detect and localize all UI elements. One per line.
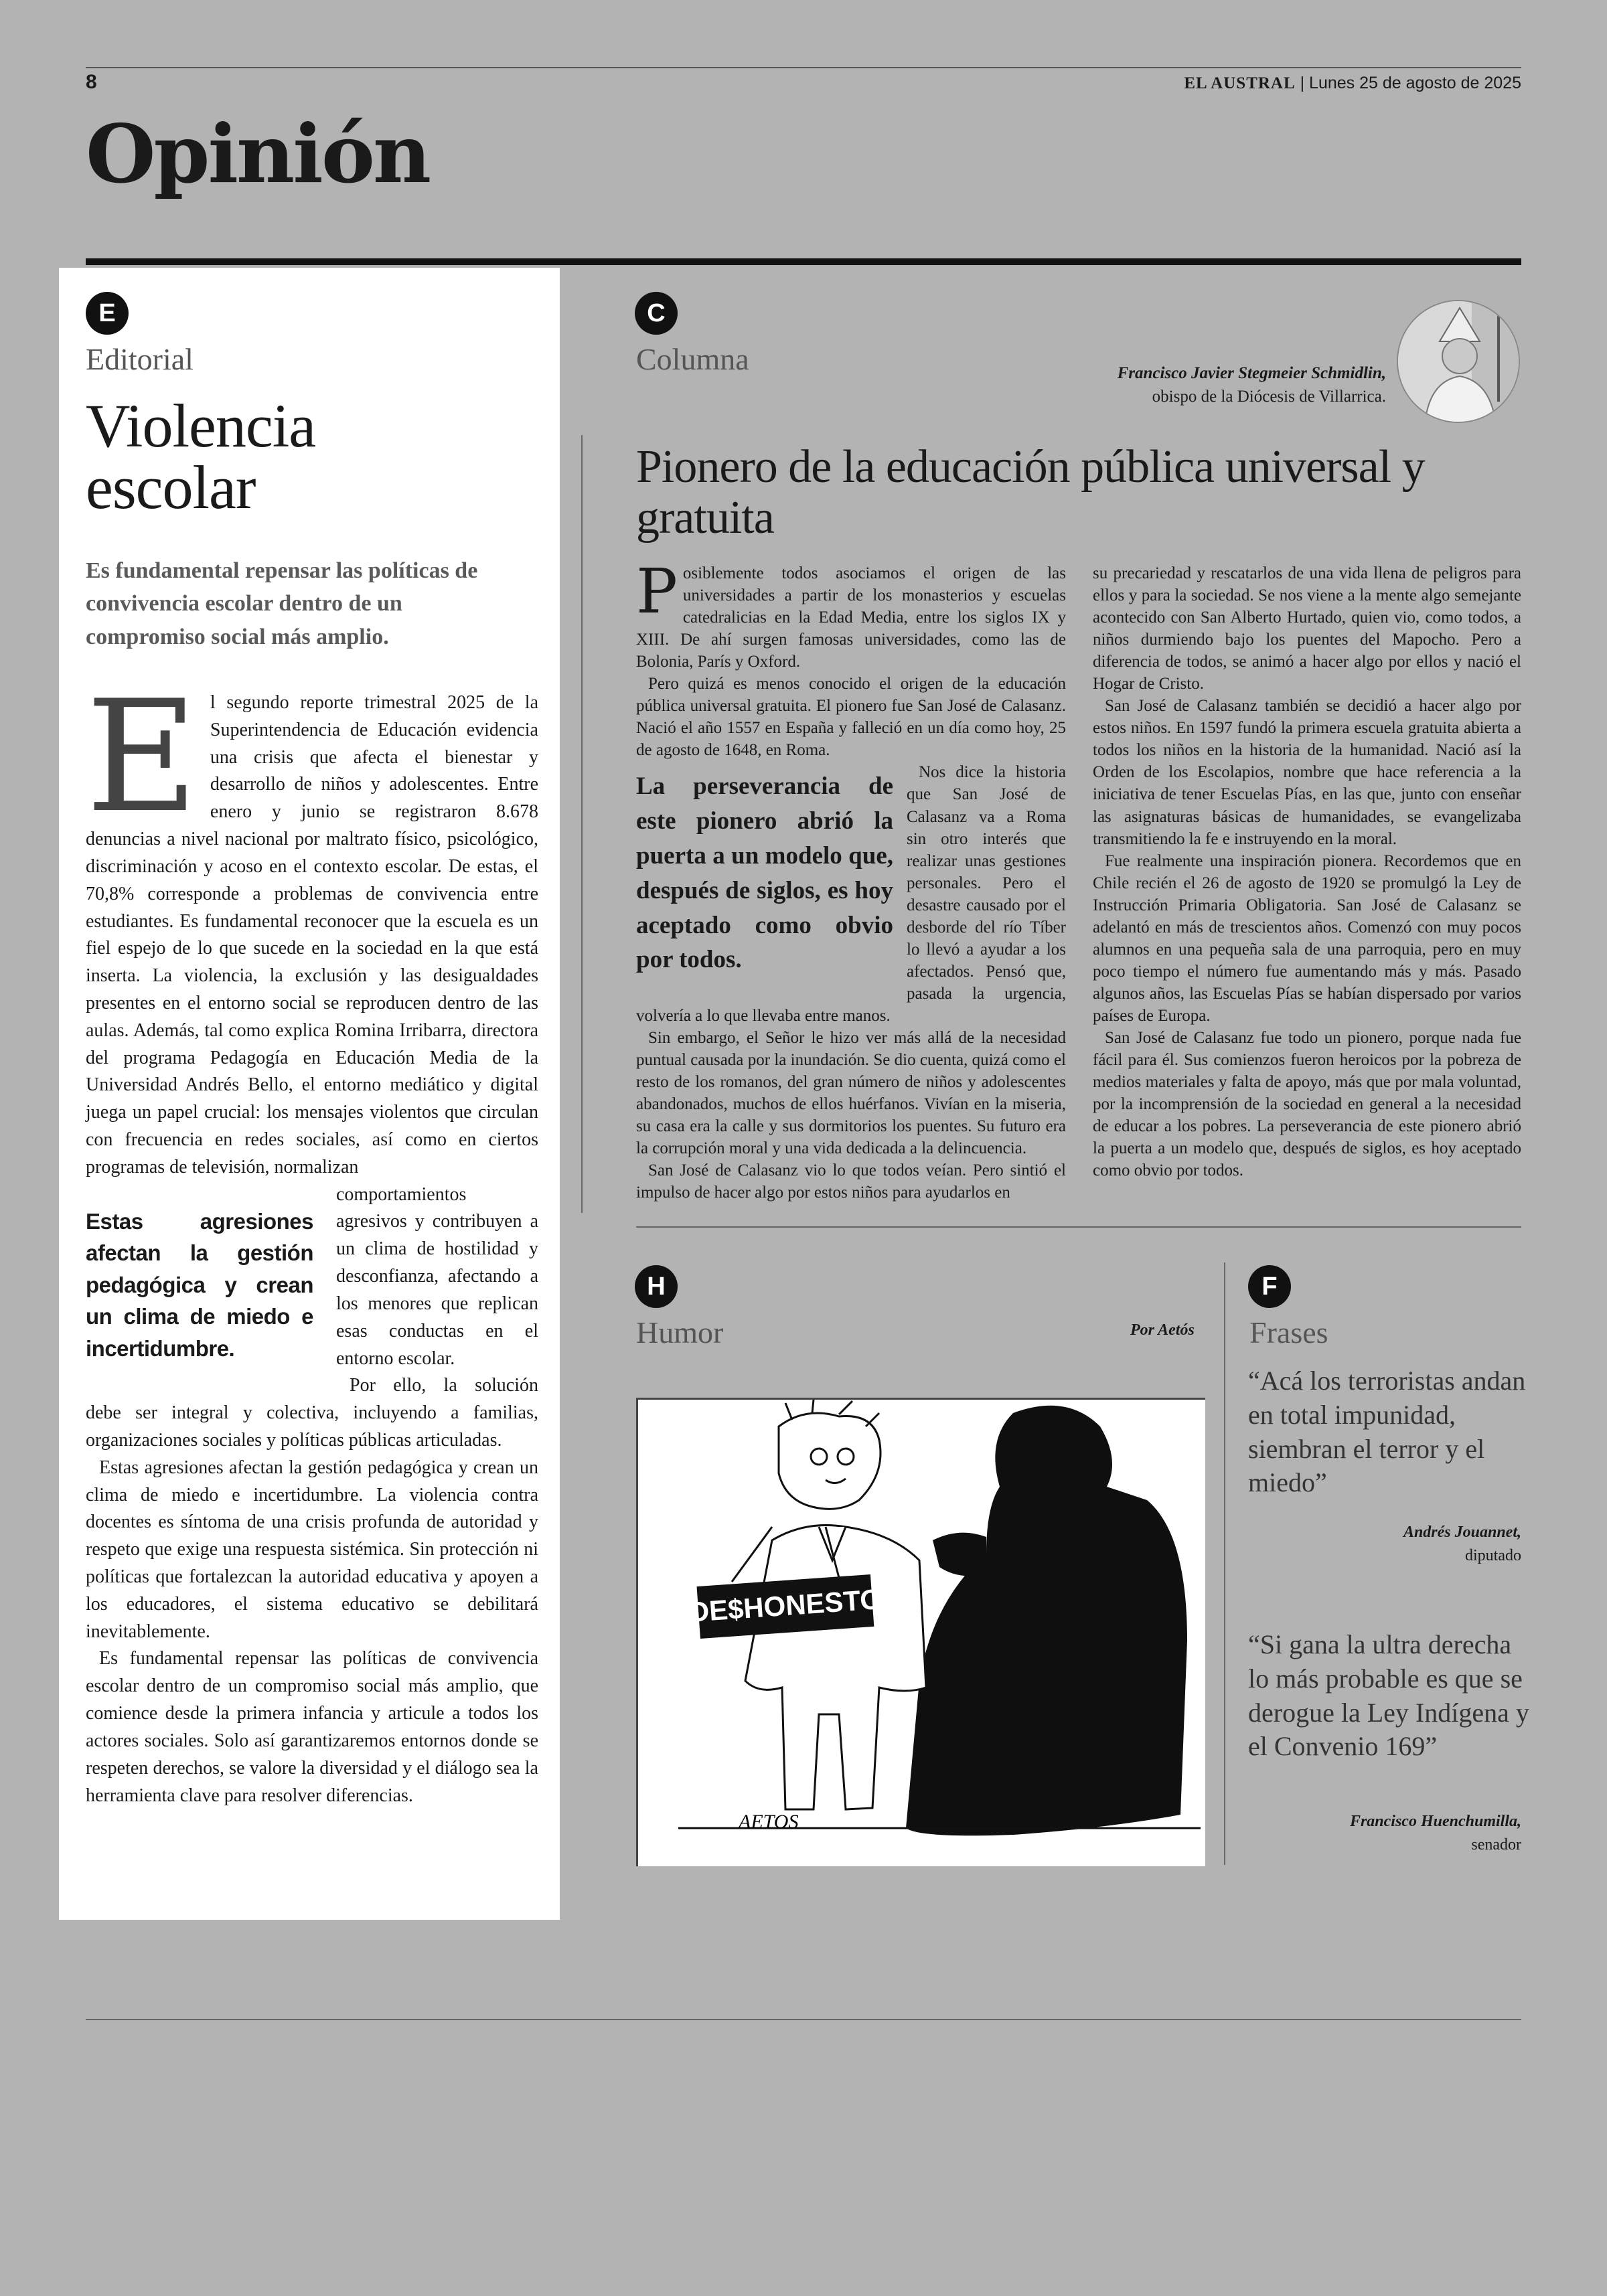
columna-paragraph: San José de Calasanz también se decidió a hacer algo por estos niños. En 1597 fundó la primera escuela gratuita abierta a todos los niños en la historia de la humanidad. Nació así la Orden de los Escolapios, nombre que hace referencia a la iniciativa de tener Escuelas Pías, en las que, junto con enseñar las asignaturas básicas de humanidades, se evangelizaba transmitiendo la fe e instruyendo en la moral. — [1093, 697, 1521, 848]
masthead — [1184, 74, 1521, 93]
columna-body-col1 — [636, 556, 1066, 1204]
editorial-paragraph: Por ello, la solución debe ser integral y colectiva, incluyendo a familias, organizaciones sociales y políticas públicas articuladas. — [86, 1375, 538, 1451]
humor-cartoon — [636, 1398, 1205, 1866]
editorial-pullquote: Estas agresiones afectan la gestión pedagógica y crean un clima de miedo e incertidumbre. — [86, 1208, 313, 1361]
section-title: Opinión — [86, 107, 430, 201]
issue-date: | Lunes 25 de agosto de 2025 — [1295, 74, 1521, 92]
quote-2: “Si gana la ultra derecha lo más probable es que se derogue la Ley Indígena y el Convenio 169” — [1248, 1629, 1529, 1762]
sign-text: DE$HONESTO — [688, 1582, 883, 1629]
quote-1-attribution — [1403, 1521, 1521, 1568]
frases-left-rule — [1224, 1262, 1225, 1865]
frases-kicker: Frases — [1249, 1315, 1328, 1349]
quote-1-name: Andrés Jouannet, — [1403, 1524, 1521, 1541]
columna-bottom-rule — [636, 1226, 1521, 1228]
columna-body-col2 — [1093, 562, 1521, 1181]
editorial-paragraph: l segundo reporte trimestral 2025 de la Superintendencia de Educación evidencia una crisis que afecta el bienestar y desarrollo de niños y adolescentes. Entre enero y junio se registraron 8.678 denuncias a nivel nacional por maltrato físico, psicológico, discriminación y acoso en el contexto escolar. De estas, el 70,8% corresponde a problemas de convivencia entre estudiantes. Es fundamental reconocer que la escuela es un fiel espejo de lo que sucede en la sociedad en la que está inserta. La violencia, la exclusión y las desigualdades presentes en el entorno social se reproducen dentro de las aulas. Además, tal como explica Romina Irribarra, directora del programa Pedagogía en Educación Media de la Universidad Andrés Bello, el entorno mediático y digital juega un papel crucial: los mensajes violentos que circulan con frecuencia en redes sociales, así como en ciertos programas de televisión, normalizan — [86, 692, 538, 1177]
columna-paragraph-text: Pero quizá es menos conocido el origen de la educación pública universal gratuita. El pionero fue San José de Calasanz. Nació el año 1557 en España y falleció en un día como hoy, 25 de agosto de 1648, en Roma. — [636, 675, 1066, 760]
editorial-paragraph: Estas agresiones afectan la gestión pedagógica y crean un clima de miedo e incertidumbre. La violencia contra docentes es síntoma de una crisis profunda de autoridad y respeto que exige una respuesta sistémica. Sin protección ni políticas que fortalezcan la autoridad educativa y apoyen a los educadores, el sistema educativo se debilitará inevitablemente. — [86, 1457, 538, 1642]
editorial-paragraph: comportamientos agresivos y contribuyen a un clima de hostilidad y desconfianza, afectando a los menores que replican esas conductas en el entorno escolar. — [336, 1183, 538, 1369]
section-divider — [86, 258, 1521, 265]
columna-pullquote: La perseverancia de este pionero abrió la puerta a un modelo que, después de siglos, es hoy aceptado como obvio por todos. — [636, 772, 893, 974]
columna-paragraph: San José de Calasanz fue todo un pionero, porque nada fue fácil para él. Sus comienzos fueron heroicos por la pobreza de medios materiales y falta de apoyo, más que por mala voluntad, por la incomprensión de la sociedad en general a la necesidad de educar a los pobres. La perseverancia de este pionero abrió la puerta a un modelo que, después de siglos, es hoy aceptado como obvio por todos. — [1093, 1028, 1521, 1180]
columna-paragraph: osiblemente todos asociamos el origen de las universidades a partir de los monasterios y escuelas catedralicias en la Edad Media, entre los siglos IX y XIII. De ahí surgen famosas universidades, como las de Bolonia, París y Oxford. — [636, 564, 1066, 671]
columna-paragraph: San José de Calasanz vio lo que todos veían. Pero sintió el impulso de hacer algo por estos niños para ayudarlos en — [636, 1161, 1066, 1202]
author-role: obispo de la Diócesis de Villarrica. — [1152, 388, 1386, 406]
page-bottom-rule — [86, 2019, 1521, 2020]
columna-paragraph: Fue realmente una inspiración pionera. Recordemos que en Chile recién el 26 de agosto de 1920 se promulgó la Ley de Instrucción Primaria Obligatoria. San José de Calasanz se adelantó en más de trescientos años. Comenzó con muy pocos alumnos en una pequeña sala de una parroquia, pero en muy poco tiempo el número fue aumentando más y más. Pasado algunos años, las Escuelas Pías se habían dispersado por varios países de Europa. — [1093, 851, 1521, 1025]
columna-author — [1118, 361, 1386, 408]
headline-line-2: escolar — [86, 453, 256, 521]
columna-headline: Pionero de la educación pública universal y gratuita — [636, 441, 1425, 544]
header-rule — [86, 67, 1521, 68]
quote-2-attribution — [1350, 1810, 1521, 1857]
humor-badge: H — [635, 1265, 678, 1308]
columna-paragraph — [636, 673, 1066, 761]
editorial-panel — [59, 268, 560, 1920]
cartoonist-signature: AETOS — [739, 1811, 799, 1833]
author-name: Francisco Javier Stegmeier Schmidlin, — [1117, 364, 1386, 382]
columna-paragraph: su precariedad y rescatarlos de una vida llena de peligros para ellos y para la sociedad. Se nos viene a la mente algo semejante acontecido con San Alberto Hurtado, quien vio, como todos, a niños durmiendo bajo los puentes del Mapocho. Pero a diferencia de todos, se animó a hacer algo por ellos y nació el Hogar de Cristo. — [1093, 564, 1521, 693]
columna-dropcap: P — [636, 556, 678, 627]
quote-2-role: senador — [1471, 1835, 1521, 1854]
columna-paragraph: Nos dice la historia que San José de Calasanz va a Roma sin otro interés que realizar unas gestiones personales. Pero el desastre causado por el desborde del río Tíber lo llevó a ayudar a los afectados. Pensó que, pasada la urgencia, volvería a lo que llevaba entre manos. — [636, 763, 1066, 1025]
quote-1: “Acá los terroristas andan en total impunidad, siembran el terror y el miedo” — [1248, 1366, 1526, 1498]
page-number: 8 — [86, 71, 97, 93]
frases-badge: F — [1248, 1265, 1291, 1308]
editorial-deck: Es fundamental repensar las políticas de convivencia escolar dentro de un compromiso social más amplio. — [86, 558, 478, 649]
quote-1-role: diputado — [1465, 1546, 1521, 1564]
editorial-dropcap: E — [86, 668, 198, 847]
humor-byline: Por Aetós — [1130, 1321, 1195, 1339]
humor-kicker: Humor — [636, 1315, 724, 1349]
editorial-headline — [86, 392, 316, 521]
editorial-badge: E — [86, 292, 129, 335]
editorial-body — [86, 668, 538, 1809]
columna-paragraph: Sin embargo, el Señor le hizo ver más allá de la necesidad puntual causada por la inundación. Se dio cuenta, quizá como el resto de los romanos, del gran número de niños y adolescentes abandonados, muchos de ellos huérfanos. Vivían en la miseria, su casa era la calle y sus dormitorios los puentes. Su futuro era la corrupción moral y una vida dedicada a la delincuencia. — [636, 1028, 1066, 1158]
quote-2-name: Francisco Huenchumilla, — [1349, 1813, 1521, 1830]
columna-kicker: Columna — [636, 342, 749, 376]
headline-line-1: Violencia — [86, 392, 316, 460]
brand-name: EL AUSTRAL — [1184, 74, 1296, 92]
columna-badge: C — [635, 292, 678, 335]
editorial-kicker: Editorial — [86, 342, 194, 376]
author-portrait — [1397, 300, 1520, 423]
shadow-figure — [906, 1406, 1187, 1836]
editorial-paragraph: Es fundamental repensar las políticas de convivencia escolar dentro de un compromiso social más amplio, que comience desde la primera infancia y articule a todos los actores sociales. Solo así garantizaremos entornos donde se respeten derechos, se valore la diversidad y el diálogo sea la herramienta clave para resolver diferencias. — [86, 1648, 538, 1806]
columna-left-rule — [581, 435, 583, 1213]
